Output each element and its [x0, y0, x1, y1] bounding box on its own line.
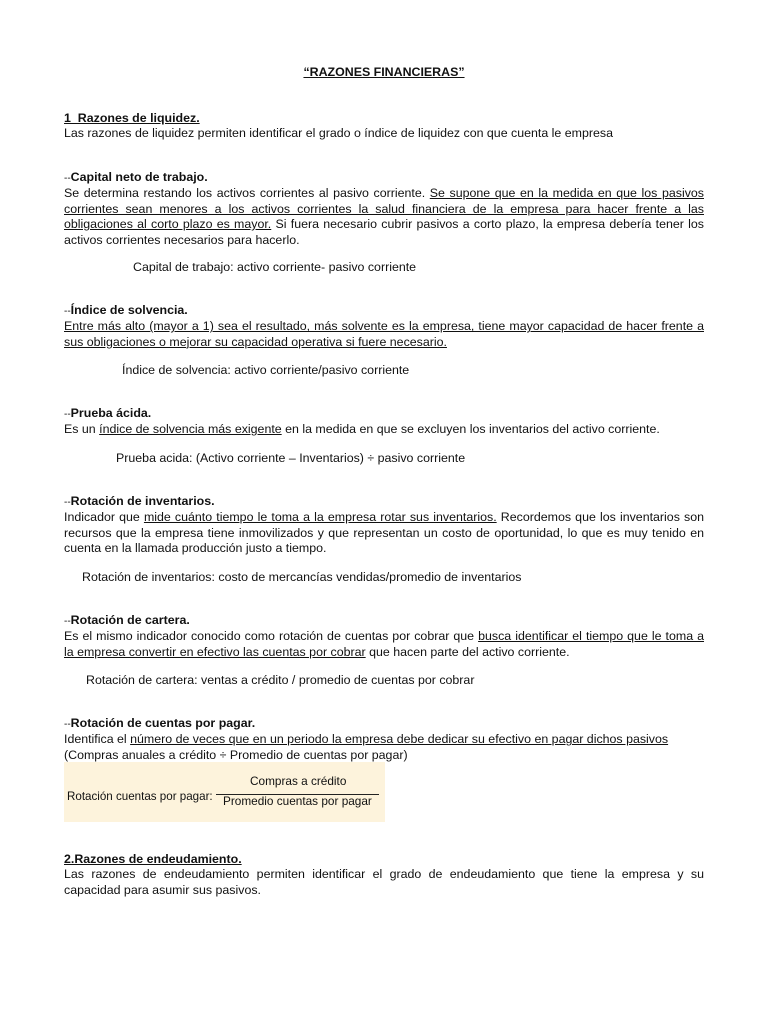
section-heading-endeudamiento: 2.Razones de endeudamiento. — [64, 852, 242, 866]
formula-rotacion-cartera: Rotación de cartera: ventas a crédito / promedio de cuentas por cobrar — [86, 673, 475, 687]
heading-capital-neto: --Capital neto de trabajo. — [64, 170, 208, 184]
section-endeudamiento — [64, 852, 704, 898]
formula-solvencia: Índice de solvencia: activo corriente/pasivo corriente — [122, 363, 410, 377]
heading-prueba-acida: --Prueba ácida. — [64, 406, 152, 420]
paragraph-solvencia: Entre más alto (mayor a 1) sea el resultado, más solvente es la empresa, tiene mayor capacidad de hacer frente a sus obligaciones o mejorar su capacidad operativa si fuere necesario. — [64, 319, 704, 349]
formula-box-cuentas-pagar — [64, 762, 385, 822]
section-liquidez — [64, 111, 704, 142]
formula-rotacion-inventarios: Rotación de inventarios: costo de mercancías vendidas/promedio de inventarios — [82, 570, 522, 584]
section-text-liquidez: Las razones de liquidez permiten identificar el grado o índice de liquidez con que cuenta le empresa — [64, 126, 613, 141]
paragraph-capital-neto: Se determina restando los activos corrientes al pasivo corriente. Se supone que en la medida en que los pasivos corrientes sean menores a los activos corrientes la salud financiera de la empresa para hacer frente a las obligaciones al corto plazo es mayor. Si fuera necesario cubrir pasivos a corto plazo, la empresa debería tener los activos corrientes necesarios para hacerlo. — [64, 186, 704, 247]
block-rotacion-cartera — [64, 613, 704, 660]
paragraph-rotacion-cartera: Es el mismo indicador conocido como rotación de cuentas por cobrar que busca identificar el tiempo que le toma a la empresa convertir en efectivo las cuentas por cobrar que hacen parte del activo corriente. — [64, 629, 705, 659]
heading-rotacion-inventarios: --Rotación de inventarios. — [64, 494, 215, 508]
formula-box-label: Rotación cuentas por pagar: — [67, 790, 213, 803]
section-heading-liquidez: 1_Razones de liquidez. — [64, 111, 200, 125]
paragraph-prueba-acida: Es un índice de solvencia más exigente en la medida en que se excluyen los inventarios del activo corriente. — [64, 422, 660, 437]
section-text-endeudamiento: Las razones de endeudamiento permiten identificar el grado de endeudamiento que tiene la empresa y su capacidad para asumir sus pasivos. — [64, 867, 704, 897]
block-solvencia — [64, 303, 704, 350]
formula-prueba-acida: Prueba acida: (Activo corriente – Inventarios) ÷ pasivo corriente — [116, 451, 466, 465]
formula-denominator: Promedio cuentas por pagar — [223, 794, 372, 808]
block-prueba-acida — [64, 406, 704, 438]
block-capital-neto — [64, 170, 704, 248]
heading-rotacion-cuentas-pagar: --Rotación de cuentas por pagar. — [64, 716, 256, 730]
paragraph-rotacion-cuentas-pagar: Identifica el número de veces que en un periodo la empresa debe dedicar su efectivo en pagar dichos pasivos — [64, 732, 669, 747]
document-title: “RAZONES FINANCIERAS” — [303, 65, 465, 79]
paragraph-rotacion-inventarios: Indicador que mide cuánto tiempo le toma a la empresa rotar sus inventarios. Recordemos que los inventarios son recursos que la empresa tiene inmovilizados y que representan un costo de oportunidad, lo que es muy tenido en cuenta en la llamada producción justo a tiempo. — [64, 510, 705, 556]
block-rotacion-inventarios — [64, 494, 704, 557]
formula-text-cuentas-pagar: (Compras anuales a crédito ÷ Promedio de cuentas por pagar) — [64, 747, 408, 762]
block-rotacion-cuentas-pagar — [64, 716, 704, 763]
heading-rotacion-cartera: --Rotación de cartera. — [64, 613, 190, 627]
formula-capital-trabajo: Capital de trabajo: activo corriente- pasivo corriente — [133, 260, 417, 274]
heading-solvencia: --Índice de solvencia. — [64, 303, 188, 317]
formula-numerator: Compras a crédito — [250, 774, 347, 788]
